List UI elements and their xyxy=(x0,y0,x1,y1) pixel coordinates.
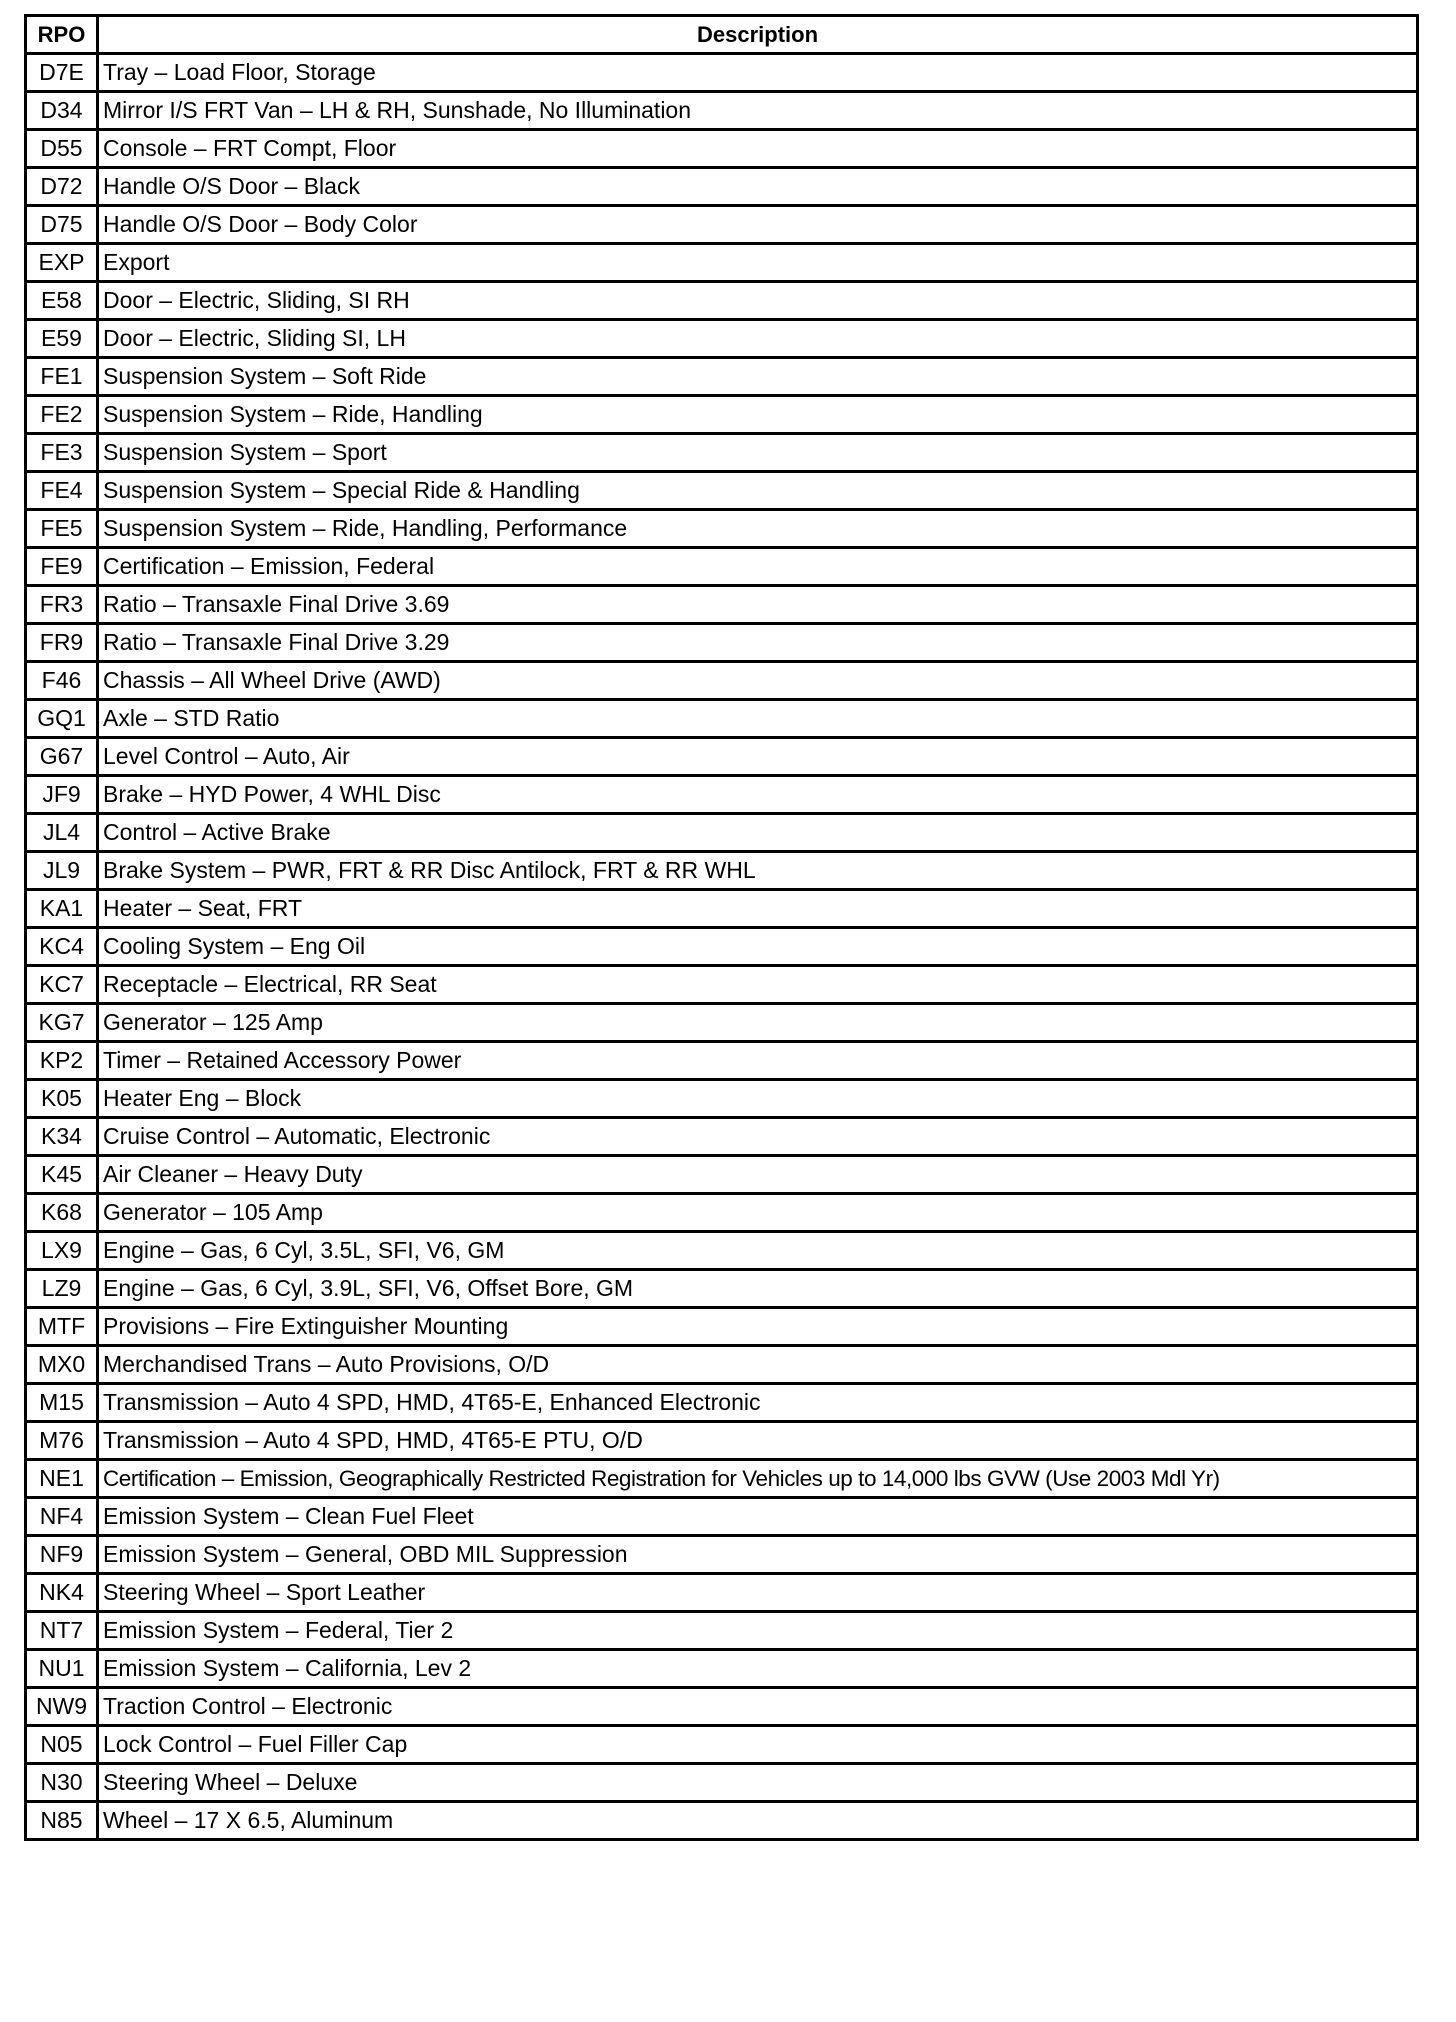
rpo-code-cell: G67 xyxy=(26,738,98,776)
description-cell: Steering Wheel – Deluxe xyxy=(98,1764,1418,1802)
rpo-code-cell: FR9 xyxy=(26,624,98,662)
description-cell: Level Control – Auto, Air xyxy=(98,738,1418,776)
table-row xyxy=(26,1384,1418,1422)
description-cell: Certification – Emission, Federal xyxy=(98,548,1418,586)
table-row xyxy=(26,396,1418,434)
description-cell: Handle O/S Door – Black xyxy=(98,168,1418,206)
table-row xyxy=(26,700,1418,738)
table-row xyxy=(26,624,1418,662)
description-cell: Ratio – Transaxle Final Drive 3.69 xyxy=(98,586,1418,624)
rpo-code-cell: FE2 xyxy=(26,396,98,434)
table-row xyxy=(26,320,1418,358)
rpo-code-cell: NT7 xyxy=(26,1612,98,1650)
table-row xyxy=(26,130,1418,168)
table-row xyxy=(26,168,1418,206)
rpo-code-cell: F46 xyxy=(26,662,98,700)
description-cell: Handle O/S Door – Body Color xyxy=(98,206,1418,244)
description-cell: Suspension System – Ride, Handling xyxy=(98,396,1418,434)
column-header-rpo: RPO xyxy=(26,16,98,54)
rpo-code-cell: KA1 xyxy=(26,890,98,928)
description-cell: Emission System – General, OBD MIL Suppression xyxy=(98,1536,1418,1574)
rpo-code-cell: D34 xyxy=(26,92,98,130)
rpo-code-cell: JF9 xyxy=(26,776,98,814)
description-cell: Merchandised Trans – Auto Provisions, O/D xyxy=(98,1346,1418,1384)
rpo-code-cell: JL9 xyxy=(26,852,98,890)
table-row xyxy=(26,1650,1418,1688)
table-row xyxy=(26,1194,1418,1232)
description-cell: Engine – Gas, 6 Cyl, 3.5L, SFI, V6, GM xyxy=(98,1232,1418,1270)
rpo-code-cell: FE1 xyxy=(26,358,98,396)
table-row xyxy=(26,548,1418,586)
rpo-code-cell: KG7 xyxy=(26,1004,98,1042)
table-row xyxy=(26,586,1418,624)
rpo-code-cell: MX0 xyxy=(26,1346,98,1384)
description-cell: Emission System – Federal, Tier 2 xyxy=(98,1612,1418,1650)
table-row xyxy=(26,1270,1418,1308)
rpo-code-cell: JL4 xyxy=(26,814,98,852)
description-cell: Lock Control – Fuel Filler Cap xyxy=(98,1726,1418,1764)
rpo-code-cell: KC4 xyxy=(26,928,98,966)
table-body xyxy=(26,54,1418,1840)
description-cell: Mirror I/S FRT Van – LH & RH, Sunshade, No Illumination xyxy=(98,92,1418,130)
rpo-code-cell: FE5 xyxy=(26,510,98,548)
rpo-code-cell: E58 xyxy=(26,282,98,320)
description-cell: Transmission – Auto 4 SPD, HMD, 4T65-E, Enhanced Electronic xyxy=(98,1384,1418,1422)
rpo-code-cell: EXP xyxy=(26,244,98,282)
rpo-table-sheet xyxy=(24,14,1416,1841)
table-row xyxy=(26,54,1418,92)
rpo-code-cell: FE9 xyxy=(26,548,98,586)
table-row xyxy=(26,890,1418,928)
column-header-description: Description xyxy=(98,16,1418,54)
description-cell: Timer – Retained Accessory Power xyxy=(98,1042,1418,1080)
description-cell: Emission System – California, Lev 2 xyxy=(98,1650,1418,1688)
table-row xyxy=(26,1726,1418,1764)
description-cell: Steering Wheel – Sport Leather xyxy=(98,1574,1418,1612)
table-row xyxy=(26,1688,1418,1726)
table-row xyxy=(26,1232,1418,1270)
description-cell: Chassis – All Wheel Drive (AWD) xyxy=(98,662,1418,700)
table-row xyxy=(26,1536,1418,1574)
rpo-code-cell: N30 xyxy=(26,1764,98,1802)
rpo-code-table xyxy=(24,14,1419,1841)
table-row xyxy=(26,1308,1418,1346)
table-row xyxy=(26,510,1418,548)
table-row xyxy=(26,662,1418,700)
description-cell: Brake System – PWR, FRT & RR Disc Antilock, FRT & RR WHL xyxy=(98,852,1418,890)
table-row xyxy=(26,1042,1418,1080)
table-row xyxy=(26,434,1418,472)
table-row xyxy=(26,966,1418,1004)
rpo-code-cell: D7E xyxy=(26,54,98,92)
table-row xyxy=(26,358,1418,396)
description-cell: Suspension System – Ride, Handling, Performance xyxy=(98,510,1418,548)
rpo-code-cell: NF9 xyxy=(26,1536,98,1574)
rpo-code-cell: D72 xyxy=(26,168,98,206)
rpo-code-cell: M15 xyxy=(26,1384,98,1422)
description-cell: Generator – 105 Amp xyxy=(98,1194,1418,1232)
rpo-code-cell: NU1 xyxy=(26,1650,98,1688)
rpo-code-cell: N85 xyxy=(26,1802,98,1840)
rpo-code-cell: D75 xyxy=(26,206,98,244)
table-row xyxy=(26,1080,1418,1118)
rpo-code-cell: MTF xyxy=(26,1308,98,1346)
rpo-code-cell: E59 xyxy=(26,320,98,358)
table-row xyxy=(26,472,1418,510)
rpo-code-cell: NK4 xyxy=(26,1574,98,1612)
rpo-code-cell: LZ9 xyxy=(26,1270,98,1308)
rpo-code-cell: FR3 xyxy=(26,586,98,624)
table-row xyxy=(26,282,1418,320)
rpo-code-cell: K45 xyxy=(26,1156,98,1194)
description-cell: Heater – Seat, FRT xyxy=(98,890,1418,928)
description-cell: Cruise Control – Automatic, Electronic xyxy=(98,1118,1418,1156)
table-row xyxy=(26,92,1418,130)
table-row xyxy=(26,776,1418,814)
rpo-code-cell: GQ1 xyxy=(26,700,98,738)
description-cell: Receptacle – Electrical, RR Seat xyxy=(98,966,1418,1004)
table-row xyxy=(26,1156,1418,1194)
table-row xyxy=(26,738,1418,776)
table-row xyxy=(26,1118,1418,1156)
table-row xyxy=(26,1346,1418,1384)
table-header-row xyxy=(26,16,1418,54)
table-row xyxy=(26,1004,1418,1042)
rpo-code-cell: NW9 xyxy=(26,1688,98,1726)
table-row xyxy=(26,928,1418,966)
rpo-code-cell: KC7 xyxy=(26,966,98,1004)
table-row xyxy=(26,1764,1418,1802)
description-cell: Emission System – Clean Fuel Fleet xyxy=(98,1498,1418,1536)
rpo-code-cell: FE4 xyxy=(26,472,98,510)
description-cell: Wheel – 17 X 6.5, Aluminum xyxy=(98,1802,1418,1840)
rpo-code-cell: KP2 xyxy=(26,1042,98,1080)
table-row xyxy=(26,814,1418,852)
description-cell: Suspension System – Soft Ride xyxy=(98,358,1418,396)
description-cell: Engine – Gas, 6 Cyl, 3.9L, SFI, V6, Offset Bore, GM xyxy=(98,1270,1418,1308)
description-cell: Cooling System – Eng Oil xyxy=(98,928,1418,966)
table-row xyxy=(26,1498,1418,1536)
description-cell: Heater Eng – Block xyxy=(98,1080,1418,1118)
description-cell: Generator – 125 Amp xyxy=(98,1004,1418,1042)
rpo-code-cell: N05 xyxy=(26,1726,98,1764)
description-cell: Console – FRT Compt, Floor xyxy=(98,130,1418,168)
table-row xyxy=(26,852,1418,890)
description-cell: Suspension System – Special Ride & Handling xyxy=(98,472,1418,510)
table-row xyxy=(26,206,1418,244)
description-cell: Axle – STD Ratio xyxy=(98,700,1418,738)
table-row xyxy=(26,1460,1418,1498)
rpo-code-cell: FE3 xyxy=(26,434,98,472)
description-cell: Suspension System – Sport xyxy=(98,434,1418,472)
rpo-code-cell: K05 xyxy=(26,1080,98,1118)
description-cell: Tray – Load Floor, Storage xyxy=(98,54,1418,92)
description-cell: Control – Active Brake xyxy=(98,814,1418,852)
description-cell: Export xyxy=(98,244,1418,282)
table-row xyxy=(26,1422,1418,1460)
rpo-code-cell: K68 xyxy=(26,1194,98,1232)
rpo-code-cell: NE1 xyxy=(26,1460,98,1498)
description-cell: Certification – Emission, Geographically Restricted Registration for Vehicles up to 14,000 lbs GVW (Use 2003 Mdl Yr) xyxy=(98,1460,1418,1498)
rpo-code-cell: NF4 xyxy=(26,1498,98,1536)
description-cell: Door – Electric, Sliding SI, LH xyxy=(98,320,1418,358)
description-cell: Door – Electric, Sliding, SI RH xyxy=(98,282,1418,320)
description-cell: Brake – HYD Power, 4 WHL Disc xyxy=(98,776,1418,814)
rpo-code-cell: LX9 xyxy=(26,1232,98,1270)
description-cell: Provisions – Fire Extinguisher Mounting xyxy=(98,1308,1418,1346)
table-row xyxy=(26,1612,1418,1650)
table-row xyxy=(26,1802,1418,1840)
rpo-code-cell: M76 xyxy=(26,1422,98,1460)
description-cell: Traction Control – Electronic xyxy=(98,1688,1418,1726)
table-row xyxy=(26,1574,1418,1612)
rpo-code-cell: K34 xyxy=(26,1118,98,1156)
rpo-code-cell: D55 xyxy=(26,130,98,168)
description-cell: Transmission – Auto 4 SPD, HMD, 4T65-E PTU, O/D xyxy=(98,1422,1418,1460)
table-row xyxy=(26,244,1418,282)
description-cell: Air Cleaner – Heavy Duty xyxy=(98,1156,1418,1194)
description-cell: Ratio – Transaxle Final Drive 3.29 xyxy=(98,624,1418,662)
